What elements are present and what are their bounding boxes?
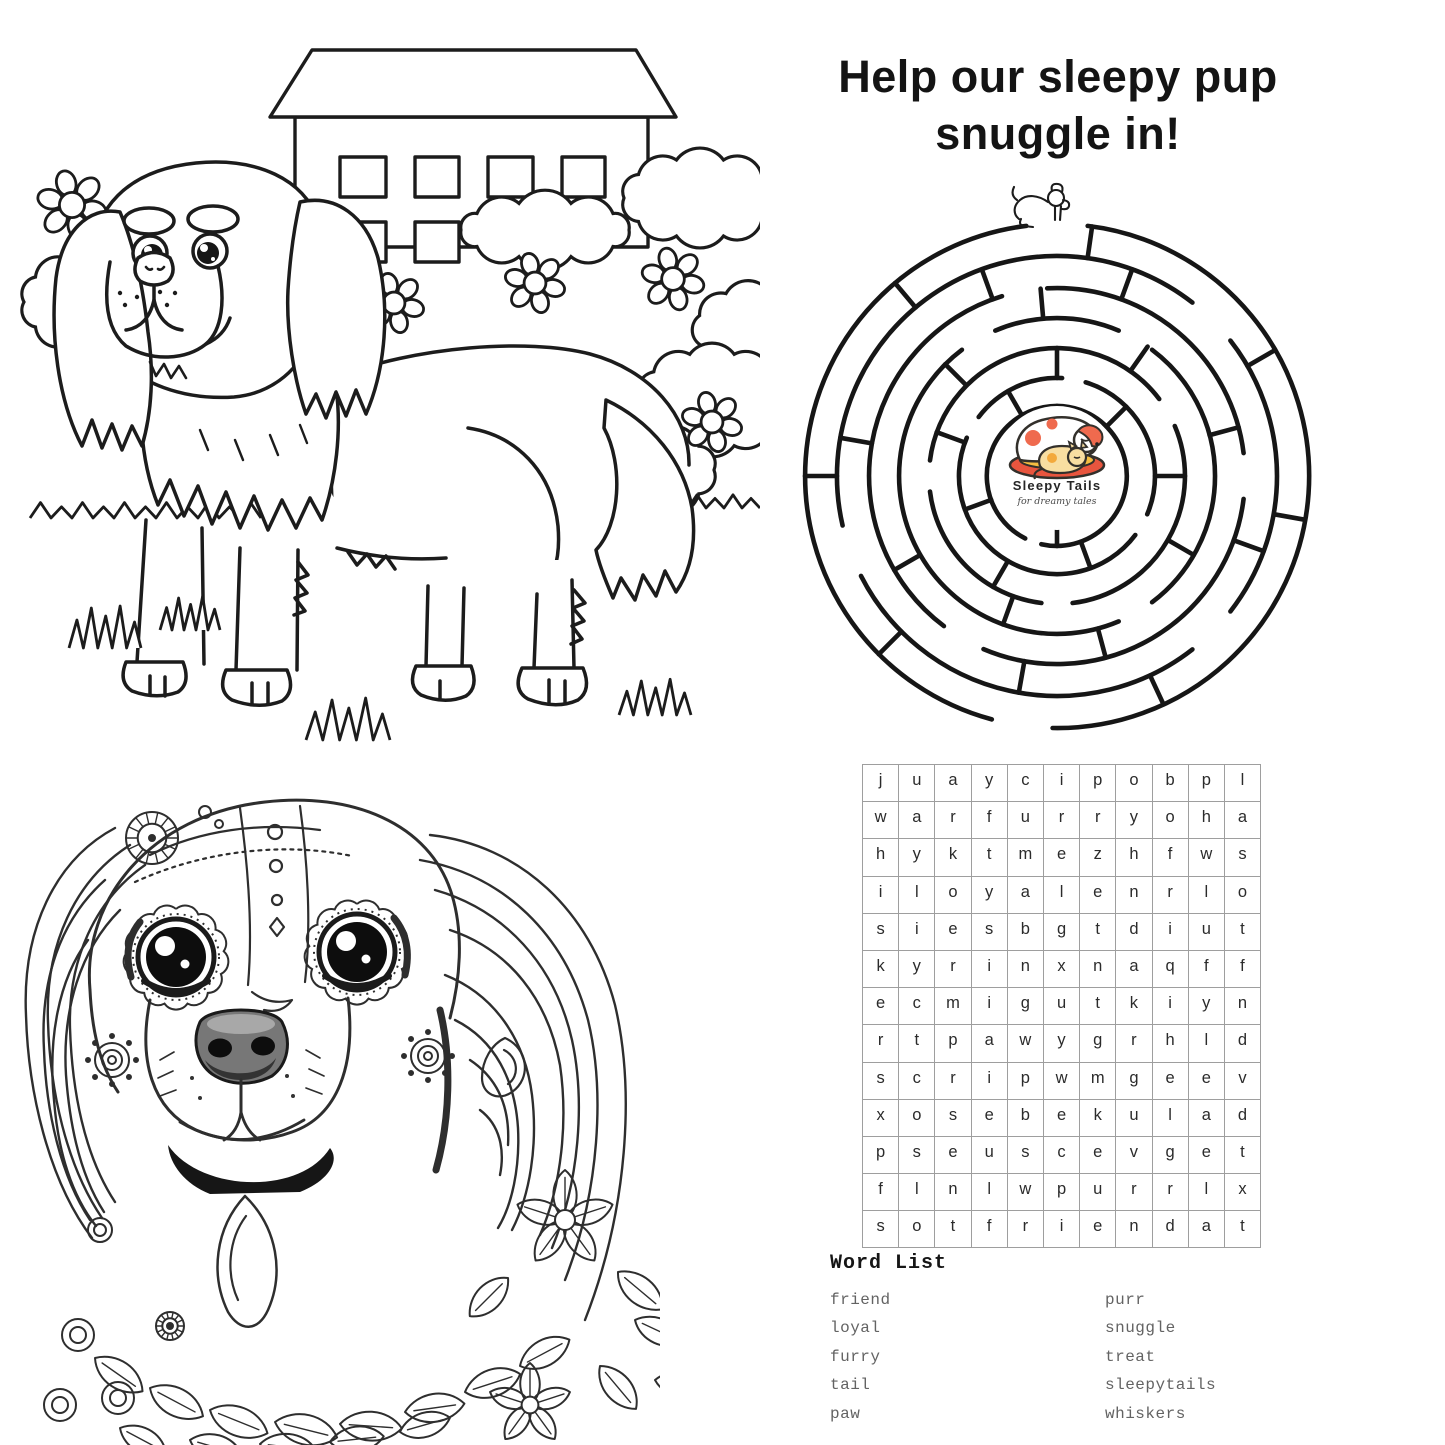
wordsearch-cell: l (1044, 877, 1080, 914)
wordsearch-cell: x (863, 1100, 899, 1137)
wordsearch-cell: r (1116, 1025, 1152, 1062)
wordsearch-cell: i (899, 914, 935, 951)
wordsearch-cell: y (1116, 802, 1152, 839)
wordsearch-cell: x (1044, 951, 1080, 988)
wordsearch-cell: m (935, 988, 971, 1025)
word-list-item: furry (830, 1347, 881, 1366)
wordsearch-cell: i (863, 877, 899, 914)
wordsearch-cell: e (935, 1137, 971, 1174)
wordsearch-cell: c (899, 988, 935, 1025)
wordsearch-cell: k (1116, 988, 1152, 1025)
wordsearch-cell: g (1080, 1025, 1116, 1062)
wordsearch-cell: w (1044, 1063, 1080, 1100)
word-list-item: treat (1105, 1347, 1156, 1366)
wordsearch-cell: o (899, 1100, 935, 1137)
wordsearch-cell: g (1153, 1137, 1189, 1174)
logo-tagline: for dreamy tales (1017, 496, 1097, 507)
wordsearch-cell: p (935, 1025, 971, 1062)
wordsearch-cell: n (1116, 1211, 1152, 1248)
wordsearch-cell: f (863, 1174, 899, 1211)
wordsearch-cell: q (1153, 951, 1189, 988)
wordsearch-cell: t (972, 839, 1008, 876)
wordsearch-cell: i (1044, 765, 1080, 802)
wordsearch-cell: u (1008, 802, 1044, 839)
wordsearch-cell: e (1080, 1211, 1116, 1248)
wordsearch-cell: e (1044, 1100, 1080, 1137)
wordsearch-cell: r (1008, 1211, 1044, 1248)
word-list-item: paw (830, 1404, 861, 1423)
wordsearch-cell: l (899, 877, 935, 914)
wordsearch-cell: o (899, 1211, 935, 1248)
wordsearch-cell: r (935, 951, 971, 988)
wordsearch-cell: y (899, 839, 935, 876)
wordsearch-cell: r (1116, 1174, 1152, 1211)
wordsearch-cell: r (935, 802, 971, 839)
circular-maze (790, 168, 1325, 750)
wordsearch-cell: g (1008, 988, 1044, 1025)
wordsearch-cell: a (972, 1025, 1008, 1062)
wordsearch-cell: c (1008, 765, 1044, 802)
word-list-item: purr (1105, 1291, 1146, 1309)
wordsearch-cell: k (1080, 1100, 1116, 1137)
wordsearch-cell: p (1044, 1174, 1080, 1211)
puppy-entrance-icon (1013, 184, 1070, 227)
wordsearch-cell: r (1080, 802, 1116, 839)
wordsearch-cell: r (1153, 877, 1189, 914)
wordsearch-cell: e (935, 914, 971, 951)
wordsearch-cell: n (1008, 951, 1044, 988)
wordsearch-cell: t (899, 1025, 935, 1062)
mandala-dog-coloring (0, 760, 660, 1445)
wordsearch-cell: s (1008, 1137, 1044, 1174)
wordsearch-cell: b (1153, 765, 1189, 802)
wordsearch-cell: i (1153, 914, 1189, 951)
wordsearch-cell: f (972, 1211, 1008, 1248)
wordsearch-cell: n (1080, 951, 1116, 988)
wordsearch-cell: s (935, 1100, 971, 1137)
wordsearch-cell: f (1225, 951, 1261, 988)
wordsearch-cell: i (972, 1063, 1008, 1100)
wordsearch-cell: e (972, 1100, 1008, 1137)
wordsearch-cell: o (1153, 802, 1189, 839)
wordsearch-cell: h (1116, 839, 1152, 876)
wordsearch-cell: u (972, 1137, 1008, 1174)
wordsearch-cell: h (1153, 1025, 1189, 1062)
maze-title-line1: Help our sleepy pup (838, 51, 1278, 102)
wordsearch-cell: k (935, 839, 971, 876)
word-list-item: loyal (830, 1319, 881, 1338)
word-list-item: sleepytails (1105, 1376, 1217, 1395)
wordsearch-cell: t (1080, 914, 1116, 951)
wordsearch-cell: t (1225, 1137, 1261, 1174)
wordsearch-cell: m (1080, 1063, 1116, 1100)
wordsearch-cell: o (1225, 877, 1261, 914)
wordsearch-cell: x (1225, 1174, 1261, 1211)
wordsearch-cell: h (863, 839, 899, 876)
wordsearch-cell: r (935, 1063, 971, 1100)
wordsearch-cell: i (972, 951, 1008, 988)
wordsearch-cell: o (1116, 765, 1152, 802)
wordsearch-cell: z (1080, 839, 1116, 876)
wordsearch-cell: a (1225, 802, 1261, 839)
wordsearch-cell: i (1044, 1211, 1080, 1248)
wordsearch-cell: o (935, 877, 971, 914)
logo-name: Sleepy Tails (1012, 478, 1102, 493)
wordsearch-cell: y (972, 877, 1008, 914)
wordsearch-cell: m (1008, 839, 1044, 876)
wordsearch-cell: n (1116, 877, 1152, 914)
wordsearch-cell: w (1008, 1025, 1044, 1062)
wordsearch-cell: a (1189, 1100, 1225, 1137)
mandala-eyes (124, 901, 410, 1010)
wordsearch-cell: l (1189, 1174, 1225, 1211)
word-search-grid (862, 764, 1261, 1248)
wordsearch-cell: y (1189, 988, 1225, 1025)
wordsearch-cell: l (1189, 877, 1225, 914)
wordsearch-cell: p (1008, 1063, 1044, 1100)
wordsearch-cell: l (899, 1174, 935, 1211)
wordsearch-cell: e (1153, 1063, 1189, 1100)
wordsearch-cell: c (899, 1063, 935, 1100)
maze-title (778, 48, 1338, 162)
coloring-page-dog-yard (0, 0, 760, 745)
wordsearch-cell: w (1008, 1174, 1044, 1211)
wordsearch-cell: e (1189, 1063, 1225, 1100)
wordsearch-cell: e (1080, 877, 1116, 914)
wordsearch-cell: b (1008, 1100, 1044, 1137)
wordsearch-cell: p (1189, 765, 1225, 802)
wordsearch-cell: a (899, 802, 935, 839)
word-list-item: tail (830, 1376, 871, 1395)
wordsearch-cell: c (1044, 1137, 1080, 1174)
wordsearch-cell: a (935, 765, 971, 802)
wordsearch-cell: f (1153, 839, 1189, 876)
wordsearch-cell: t (1080, 988, 1116, 1025)
wordsearch-cell: k (863, 951, 899, 988)
word-list-item: friend (830, 1291, 891, 1309)
wordsearch-cell: t (935, 1211, 971, 1248)
wordsearch-cell: d (1153, 1211, 1189, 1248)
wordsearch-cell: r (1153, 1174, 1189, 1211)
word-list-heading: Word List (830, 1252, 948, 1275)
wordsearch-cell: e (1189, 1137, 1225, 1174)
wordsearch-cell: i (1153, 988, 1189, 1025)
word-list-column-1 (830, 1286, 891, 1428)
wordsearch-cell: e (863, 988, 899, 1025)
word-list-item: whiskers (1105, 1404, 1186, 1423)
wordsearch-cell: s (899, 1137, 935, 1174)
wordsearch-cell: s (863, 1211, 899, 1248)
sleepy-tails-logo (995, 406, 1119, 530)
word-list-item: snuggle (1105, 1319, 1176, 1338)
wordsearch-cell: l (972, 1174, 1008, 1211)
wordsearch-cell: b (1008, 914, 1044, 951)
wordsearch-cell: p (1080, 765, 1116, 802)
wordsearch-cell: r (1044, 802, 1080, 839)
mandala-line-art (89, 800, 525, 1327)
wordsearch-cell: a (1116, 951, 1152, 988)
wordsearch-cell: g (1044, 914, 1080, 951)
wordsearch-cell: w (863, 802, 899, 839)
wordsearch-cell: s (863, 914, 899, 951)
wordsearch-cell: v (1116, 1137, 1152, 1174)
wordsearch-cell: u (1116, 1100, 1152, 1137)
wordsearch-cell: v (1225, 1063, 1261, 1100)
wordsearch-cell: s (863, 1063, 899, 1100)
wordsearch-cell: l (1225, 765, 1261, 802)
wordsearch-cell: u (899, 765, 935, 802)
wordsearch-cell: u (1080, 1174, 1116, 1211)
wordsearch-cell: l (1189, 1025, 1225, 1062)
wordsearch-cell: t (1225, 1211, 1261, 1248)
wordsearch-cell: n (935, 1174, 971, 1211)
wordsearch-cell: r (863, 1025, 899, 1062)
wordsearch-cell: a (1008, 877, 1044, 914)
wordsearch-cell: t (1225, 914, 1261, 951)
wordsearch-cell: e (1044, 839, 1080, 876)
wordsearch-cell: d (1225, 1025, 1261, 1062)
wordsearch-cell: h (1189, 802, 1225, 839)
wordsearch-cell: u (1044, 988, 1080, 1025)
wordsearch-cell: j (863, 765, 899, 802)
wordsearch-cell: i (972, 988, 1008, 1025)
wordsearch-cell: l (1153, 1100, 1189, 1137)
wordsearch-cell: e (1080, 1137, 1116, 1174)
wordsearch-cell: u (1189, 914, 1225, 951)
wordsearch-cell: n (1225, 988, 1261, 1025)
wordsearch-cell: s (1225, 839, 1261, 876)
wordsearch-cell: s (972, 914, 1008, 951)
wordsearch-cell: p (863, 1137, 899, 1174)
wordsearch-cell: a (1189, 1211, 1225, 1248)
wordsearch-cell: f (972, 802, 1008, 839)
wordsearch-cell: w (1189, 839, 1225, 876)
wordsearch-cell: d (1116, 914, 1152, 951)
wordsearch-cell: f (1189, 951, 1225, 988)
word-list-column-2 (1105, 1286, 1216, 1428)
wordsearch-cell: y (972, 765, 1008, 802)
wordsearch-cell: y (899, 951, 935, 988)
wordsearch-cell: y (1044, 1025, 1080, 1062)
wordsearch-cell: d (1225, 1100, 1261, 1137)
maze-title-line2: snuggle in! (935, 108, 1181, 159)
wordsearch-cell: g (1116, 1063, 1152, 1100)
